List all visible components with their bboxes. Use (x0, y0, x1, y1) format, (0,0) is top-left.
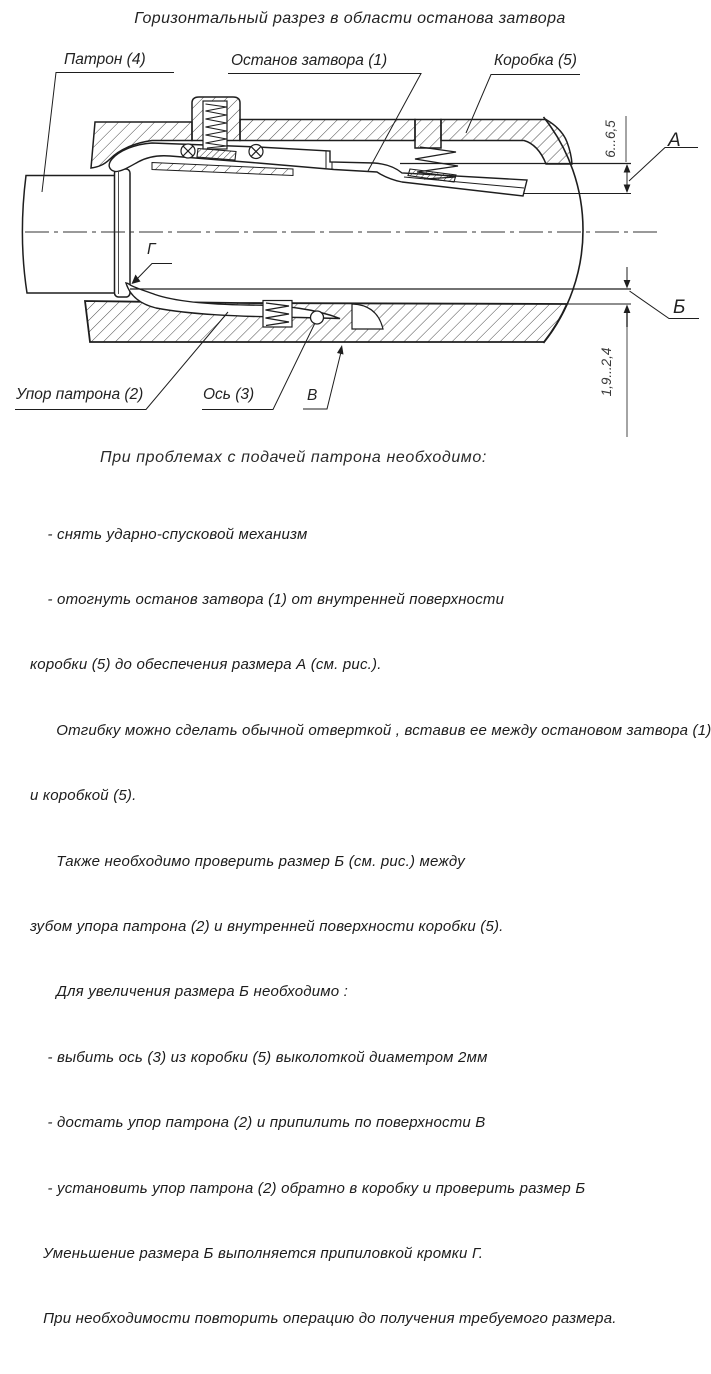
instruction-line: зубом упора патрона (2) и внутренней поверхности коробки (5). (30, 917, 504, 935)
receiver-top-wall-right (441, 120, 572, 165)
receiver-top-wall-notch (415, 120, 441, 149)
instruction-line: Уменьшение размера Б выполняется припиловкой кромки Г. (30, 1244, 484, 1262)
instruction-line: - выбить ось (3) из коробки (5) выколоткой диаметром 2мм (30, 1048, 488, 1066)
label-surface-v: В (307, 387, 318, 404)
instruction-line: - установить упор патрона (2) обратно в коробку и проверить размер Б (30, 1179, 586, 1197)
label-upor: Упор патрона (2) (16, 386, 144, 403)
instructions-heading: При проблемах с подачей патрона необходимо: (100, 449, 487, 466)
drawing-title: Горизонтальный разрез в области останова затвора (134, 10, 566, 27)
receiver-top-wall-mid (240, 120, 415, 141)
dimension-b (599, 267, 699, 396)
pivot-pin-2 (249, 145, 263, 159)
cartridge-rim (115, 169, 131, 297)
instruction-line: - отогнуть останов затвора (1) от внутренней поверхности (30, 590, 505, 608)
pivot-pin-1 (181, 144, 195, 158)
bolt-lines (130, 164, 631, 305)
instruction-line: - снять ударно-спусковой механизм (30, 525, 308, 543)
label-korobka: Коробка (5) (494, 52, 577, 69)
edge-g-arrow (132, 275, 141, 285)
axis-pin (311, 311, 324, 324)
instruction-line: - достать упор патрона (2) и припилить по поверхности В (30, 1114, 486, 1132)
instruction-line: При необходимости повторить операцию до получения требуемого размера. (30, 1310, 617, 1328)
technical-drawing (0, 0, 700, 445)
dim-b-value: 1,9...2,4 (599, 347, 614, 397)
instructions-block (14, 449, 711, 1374)
label-axis: Ось (3) (203, 386, 255, 403)
dim-a-value: 6...6,5 (603, 120, 618, 158)
label-edge-g: Г (147, 241, 156, 258)
dimension-a (603, 120, 698, 193)
dim-b-label: Б (673, 297, 686, 318)
instruction-line: Также необходимо проверить размер Б (см. рис.) между (30, 852, 465, 870)
cartridge-body (22, 176, 116, 294)
instruction-line: Для увеличения размера Б необходимо : (30, 983, 349, 1001)
instruction-line: и коробкой (5). (30, 787, 137, 805)
instructions-lines (14, 480, 711, 1374)
label-ostanov: Останов затвора (1) (231, 52, 388, 69)
instruction-line: коробки (5) до обеспечения размера А (см. рис.). (30, 656, 382, 674)
surface-v-arrow (337, 345, 344, 355)
label-patron: Патрон (4) (64, 51, 146, 68)
instruction-line: Отгибку можно сделать обычной отверткой , вставив ее между остановом затвора (1) (30, 721, 711, 739)
dim-a-label: А (668, 130, 681, 151)
